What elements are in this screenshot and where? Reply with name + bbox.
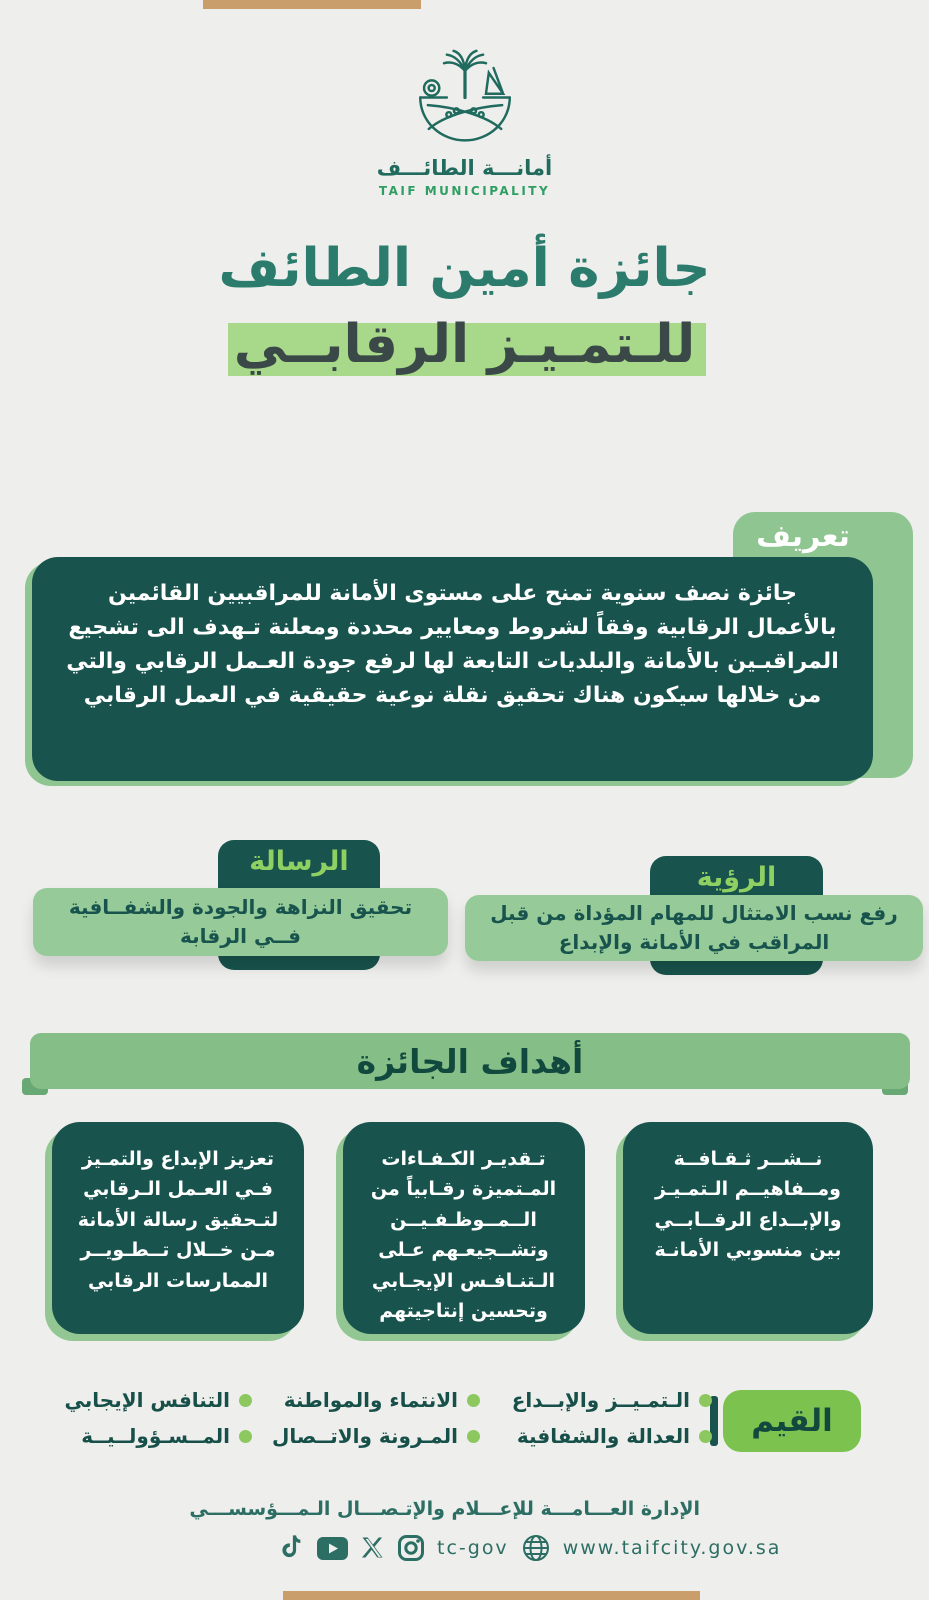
top-accent-bar [203, 0, 421, 9]
tiktok-icon[interactable] [280, 1535, 304, 1562]
value-item-justice-transparency: العدالة والشفافية [480, 1424, 712, 1448]
objective-card-appreciate-talents: تـقديـر الكـفـاءات المـتميزة رقـابياً من الــمــوظـفـيــن وتشــجيعـهم عـلى الـتنـافـس الإيجـابي وتحسين إنتاجيتهم [343, 1122, 585, 1334]
values-badge [723, 1390, 861, 1452]
municipality-logo [0, 48, 929, 198]
value-item-flexibility-communication: المـرونة والاتــصال [252, 1424, 480, 1448]
value-item-excellence-creativity: الـتمـيــز والإبــداع [480, 1388, 712, 1412]
bullet-icon [467, 1430, 480, 1443]
bottom-accent-bar [283, 1591, 700, 1600]
x-icon[interactable] [361, 1536, 385, 1560]
value-item-responsibility: المــسـؤولــيــة [50, 1424, 252, 1448]
values-list [50, 1380, 712, 1456]
bullet-icon [239, 1430, 252, 1443]
footer-department: الإدارة العـــامـــة للإعـــلام والإتـصـــال الـمـــؤسســـي [189, 1498, 700, 1520]
award-title-line2: للـتمـيـز الرقابــي [233, 314, 696, 375]
bullet-icon [467, 1394, 480, 1407]
values-label: القيم [751, 1403, 833, 1439]
footer-social-row [280, 1534, 781, 1562]
logo-arabic-name: أمانـــة الطائـــف [376, 156, 553, 180]
instagram-handle[interactable]: tc-gov [437, 1537, 509, 1559]
objective-card-enhance-creativity: تعزيز الإبداع والتمـيز فـي العـمل الـرقابي لتـحقيق رسالة الأمانة مـن خــلال تــطـويــر الممارسات الرقابي [52, 1122, 304, 1334]
bullet-icon [239, 1394, 252, 1407]
bullet-icon [699, 1394, 712, 1407]
objectives-title: أهداف الجائزة [356, 1041, 584, 1081]
value-item-belonging-citizenship: الانتماء والمواطنة [252, 1388, 480, 1412]
vision-label: الرؤية [696, 862, 777, 893]
globe-icon[interactable] [522, 1534, 550, 1562]
objectives-header-bar [30, 1033, 910, 1089]
objective-card-spread-culture: نــشــر ثـقـافــة ومــفاهيــم الـتمـيـز والإبــداع الرقــابــي بين منسوبي الأمانـة [623, 1122, 873, 1334]
bullet-icon [699, 1430, 712, 1443]
definition-badge-label: تعريف [756, 519, 850, 554]
definition-text: جائزة نصف سنوية تمنح على مستوى الأمانة للمراقبيين القائمين بالأعمال الرقابية وفقاً لشروط ومعايير محددة ومعلنة تـهدف الى تشجيع المراقبـين بالأمانة والبلديات التابعة لها لرفع جودة العـمل الرقابي والتي من خلالها سيكون هناك تحقيق نقلة نوعية حقيقية في العمل الرقابي [66, 581, 839, 709]
instagram-icon[interactable] [398, 1535, 424, 1561]
youtube-icon[interactable] [317, 1537, 348, 1560]
value-item-positive-competition: التنافس الإيجابي [50, 1388, 252, 1412]
logo-english-name: TAIF MUNICIPALITY [378, 184, 551, 198]
mission-label: الرسالة [249, 846, 349, 877]
mission-text-box [33, 888, 448, 956]
objectives-cards [52, 1122, 873, 1334]
website-link[interactable]: www.taifcity.gov.sa [562, 1537, 782, 1559]
vision-text-box [465, 895, 923, 961]
taif-emblem-icon [402, 48, 528, 148]
mission-text: تحقيق النزاهة والجودة والشفــافية فــي الرقابة [68, 895, 413, 948]
vision-text: رفع نسب الامتثال للمهام المؤداة من قبل المراقب في الأمانة والإبداع [490, 901, 898, 954]
definition-box [32, 557, 873, 781]
award-title-line1: جائزة أمين الطائف [218, 238, 711, 299]
